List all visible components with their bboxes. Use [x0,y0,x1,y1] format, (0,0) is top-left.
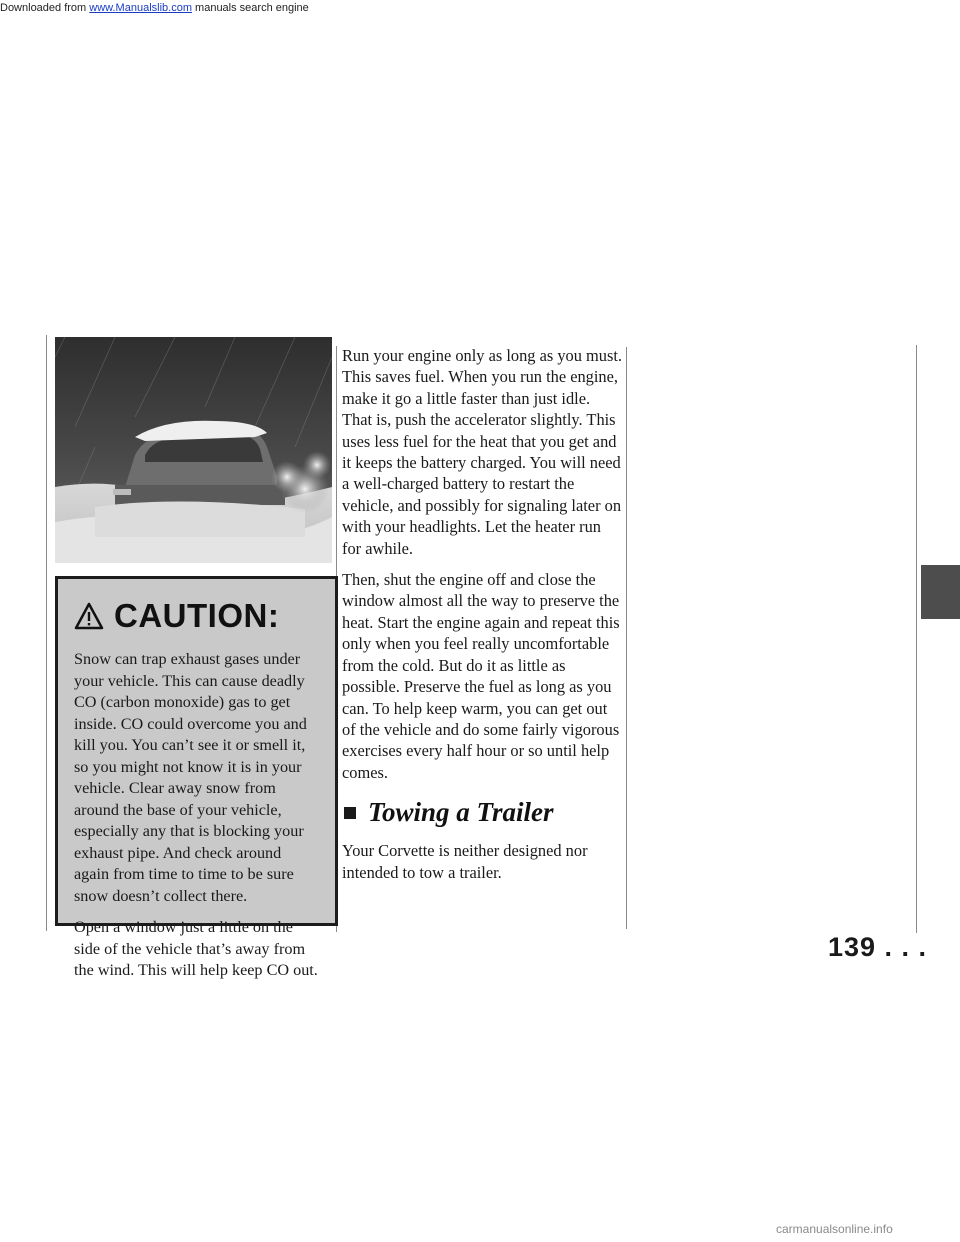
caution-heading [74,597,319,635]
header-suffix: manuals search engine [191,2,309,14]
warning-triangle-icon [74,602,104,630]
page-edge-rule [916,345,917,933]
caution-paragraph: Open a window just a little on the side of the vehicle that’s away from the wind. This will help keep CO out. [74,918,318,979]
section-paragraph: Your Corvette is neither designed nor intended to tow a trailer. [342,841,588,882]
section-title: Towing a Trailer [368,797,554,828]
body-paragraph: Then, shut the engine off and close the window almost all the way to preserve the heat. Start the engine again and repeat this only when you feel really uncomfortable from the cold. But do it as little as possible. Preserve the fuel as long as you can. To help keep warm, you can get out of the vehicle and do some fairly vigorous exercises every half hour or so until help comes. [342,570,620,782]
caution-paragraph: Snow can trap exhaust gases under your vehicle. This can cause deadly CO (carbon monoxide) gas to get inside. CO could overcome you and kill you. You can’t see it or smell it, so you might not know it is in your vehicle. Clear away snow from around the base of your vehicle, especially any that is blocking your exhaust pipe. And check around again from time to time to be sure snow doesn’t collect there. [74,650,307,905]
watermark: carmanualsonline.info [776,1222,893,1236]
snowbound-car-illustration [55,337,332,563]
download-header [0,0,960,16]
caution-title: CAUTION: [114,597,280,634]
manualslib-link[interactable]: www.Manualslib.com [89,2,192,14]
body-paragraph: Run your engine only as long as you must. This saves fuel. When you run the engine, make it go a little faster than just idle. That is, push the accelerator slightly. This uses less fuel for the heat that you get and it keeps the battery charged. You will need a well-charged battery to restart the vehicle, and possibly for signaling later on with your headlights. Let the heater run for awhile. [342,346,622,558]
snowbound-car-photo [55,337,332,563]
section-heading [344,797,622,828]
right-column-rule [626,347,627,929]
page-number: 139 . . . [828,932,928,962]
square-bullet-icon [344,807,356,819]
main-text-column [342,345,622,893]
section-tab-marker [921,565,960,619]
header-prefix: Downloaded from [0,2,90,14]
left-rule [46,335,47,931]
caution-box [55,576,338,979]
